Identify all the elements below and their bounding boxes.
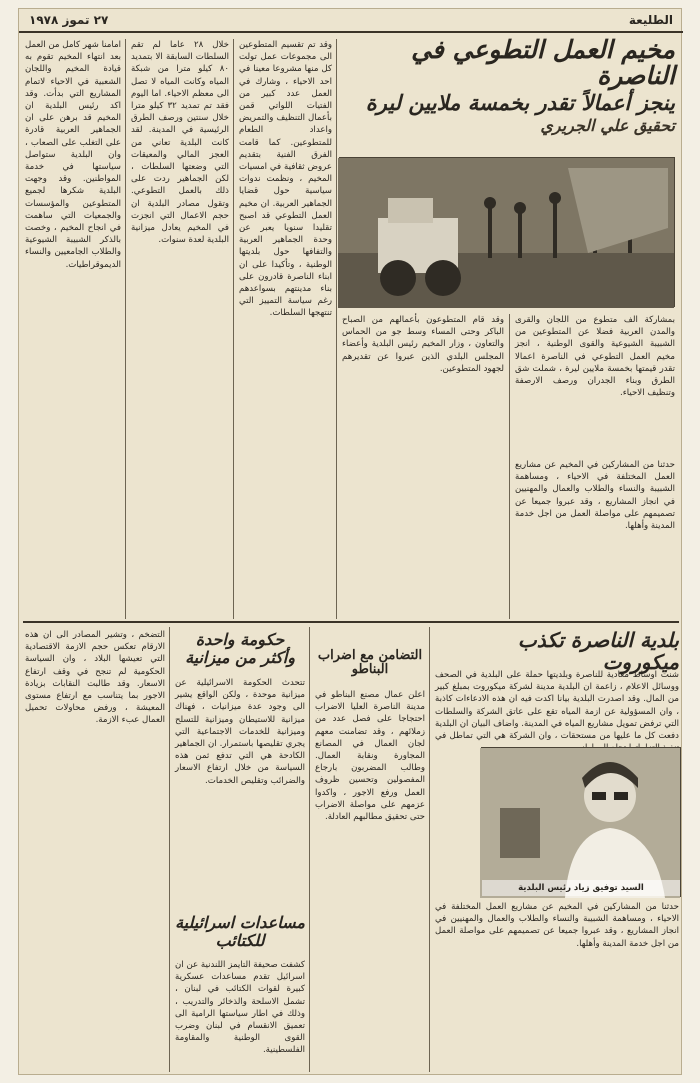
aid-headline (175, 914, 305, 949)
paragraph: كشفت صحيفة التايمز اللندنية عن ان اسرائيل تقدم مساعدات عسكرية كبيرة لقوات الكتائب في لبنان ، تشمل الاسلحة والذخائر والتدريب ، وذلك في اطار سياستها الرامية الى تعميق الانقسام في لبنان وضرب القوى الوطنية والمقاومة الفلسطينية. (175, 960, 305, 1056)
photo-icon (480, 748, 680, 898)
solidarity-article-body (315, 689, 425, 1071)
byline: تحقيق علي الجريري (540, 115, 675, 135)
column-rule (429, 627, 430, 1072)
main-article-col-2 (131, 39, 229, 617)
paragraph: امامنا شهر كامل من العمل بعد انتهاء المخيم تقوم به قيادة المخيم واللجان الشعبية في الاحياء لاتمام المشاريع التي بدأت. وقد اكد رئيس البلدية ان المخيم قد برهن على ان الجماهير العربية قادرة على التغلب على الصعاب ، وان البلدية ستواصل سياستها في خدمة المواطنين. وقد وجهت البلدية شكرها لجميع المتطوعين والمؤسسات والجمعيات التي ساهمت في انجاح المخيم ، وخصت بالذكر الشبيبة الشيوعية والطلاب الجامعيين والنساء الديموقراطيات. (25, 40, 121, 270)
solidarity-headline: التضامن مع اضراب البناطو (317, 648, 423, 678)
column-rule (125, 39, 126, 619)
government-headline-line2: وأكثر من ميزانية (185, 647, 295, 667)
main-article-col-3 (239, 39, 332, 617)
main-article-col-1 (25, 39, 121, 617)
government-headline-line1: حكومة واحدة (195, 630, 285, 649)
paragraph: وقد قام المتطوعون بأعمالهم من الصباح الباكر وحتى المساء وسط جو من الحماس والتعاون ، وزار المخيم رئيس البلدية وأعضاء المجلس البلدي الذين عبروا عن تقديرهم لجهود المتطوعين. (342, 315, 504, 374)
issue-date: ٢٧ تموز ١٩٧٨ (29, 13, 109, 27)
municipality-article-intro (435, 669, 679, 741)
paragraph: وقد تم تقسيم المتطوعين الى مجموعات عمل تولت كل منها مشروعا معينا في احد الاحياء ، وشارك في العمل عدد كبير من الفتيات اللواتي قمن بأعمال التنظيف والتمريض واعداد الطعام للمتطوعين. كما قامت الفرق الفنية بتقديم عروض ثقافية في امسيات المخيم ، ونظمت ندوات سياسية حول قضايا الجماهير العربية. ان مخيم العمل التطوعي قد اصبح تقليدا سنويا يعبر عن وحدة الجماهير العربية والتفافها حول بلديتها الوطنية ، وتأكيدا على ان ابناء الناصرة قادرون على بناء مدينتهم بسواعدهم رغم سياسة التمييز التي تنتهجها السلطات. (239, 40, 332, 319)
main-article-col-5 (515, 314, 675, 454)
main-subheadline: ينجز أعمالاً تقدر بخمسة ملايين ليرة (365, 89, 675, 115)
aid-article-body (175, 959, 305, 1071)
mayor-photo (481, 747, 681, 897)
column-rule (233, 39, 234, 619)
photo-icon (338, 158, 674, 308)
paragraph: بمشاركة الف متطوع من اللجان والقرى والمدن العربية فضلا عن المتطوعين من الشبيبة الشيوعية والقوى الوطنية ، انجز مخيم العمل التطوعي في الناصرة اعمالا تقدر قيمتها بخمسة ملايين ليرة ، شملت شق الطرق وبناء الجدران ورصف الارصفة وتنظيف الاحياء. (515, 315, 675, 399)
photo-caption: السيد توفيق زياد رئيس البلدية (482, 880, 680, 896)
column-rule (169, 627, 170, 1072)
government-article-body (175, 677, 305, 902)
paragraph: اعلن عمال مصنع البناطو في مدينة الناصرة العليا الاضراب احتجاجا على فصل عدد من زملائهم ، وقد تضامنت معهم لجان العمال في المصانع المجاورة ونقابة العمال. وطالب المضربون بارجاع المفصولين وتحسين ظروف العمل ورفع الاجور ، واكدوا عزمهم على مواصلة الاضراب حتى تحقيق مطالبهم العادلة. (315, 690, 425, 823)
paragraph: حدثنا من المشاركين في المخيم عن مشاريع العمل المختلفة في الاحياء ، ومساهمة الشبيبة والنساء والطلاب والعمال والمهنيين في انجاز المشاريع ، وقد عبروا جميعا عن تصميمهم على مواصلة العمل من اجل خدمة المدينة وأهلها. (435, 902, 679, 949)
section-name: الطليعة (628, 13, 673, 27)
column-rule (309, 627, 310, 1072)
paragraph: التضخم ، وتشير المصادر الى ان هذه الارقام تعكس حجم الازمة الاقتصادية التي تعيشها البلاد ، وان السياسة الحكومية لم تنجح في وقف ارتفاع الاسعار. وقد طالبت النقابات بزيادة الاجور بما يتناسب مع ارتفاع مستوى المعيشة ، ورفض محاولات تحميل العمال عبء الازمة. (25, 630, 165, 726)
main-article-col-4 (342, 314, 504, 617)
column-rule (509, 314, 510, 619)
paragraph: حدثنا من المشاركين في المخيم عن مشاريع العمل المختلفة في الاحياء ، ومساهمة الشبيبة والنساء والطلاب والعمال والمهنيين في انجاز المشاريع ، وقد عبروا جميعا عن تصميمهم على مواصلة العمل من اجل خدمة المدينة وأهلها. (515, 460, 675, 532)
page-header (19, 9, 683, 33)
economy-article-body (25, 629, 165, 1071)
municipality-article-body (435, 901, 679, 1071)
volunteer-workers-photo (339, 157, 675, 307)
paragraph: خلال ٢٨ عاما لم تقم السلطات السابقة الا بتمديد ٨٠ كيلو مترا من شبكة المياه وكانت المياه لا تصل الى معظم الاحياء. اما اليوم فقد تم تمديد ٣٢ كيلو مترا خلال سنتين ورصف الطرق الرئيسية في المدينة. لقد كانت البلدية تعاني من العجز المالي والمعيقات التي وضعتها السلطات ، لكن الجماهير ردت على ذلك بالعمل التطوعي. وتقول مصادر البلدية ان حجم الاعمال التي انجزت في المخيم يعادل ميزانية البلدية لعدة سنوات. (131, 40, 229, 246)
column-rule (336, 39, 337, 619)
paragraph: تتحدث الحكومة الاسرائيلية عن ميزانية موحدة ، ولكن الواقع يشير الى وجود عدة ميزانيات ، فهناك ميزانية للاستيطان وميزانية للتسلح وميزانية للخدمات الاجتماعية التي يجري تقليصها باستمرار. ان الجماهير الكادحة هي التي تدفع ثمن هذه السياسة من خلال ارتفاع الاسعار والضرائب وتقليص الخدمات. (175, 678, 305, 786)
aid-headline-line2: للكتائب (215, 930, 265, 950)
main-headline: مخيم العمل التطوعي في الناصرة (411, 35, 675, 91)
newspaper-page (18, 8, 682, 1075)
main-headline-block (339, 37, 675, 134)
section-divider (23, 621, 679, 623)
municipality-headline: بلدية الناصرة تكذب ميكوروت (517, 628, 679, 674)
government-headline (175, 631, 305, 666)
aid-headline-line1: مساعدات اسرائيلية (175, 913, 305, 932)
paragraph: شنت اوساط معادية للناصرة وبلديتها حملة على البلدية في الصحف ووسائل الاعلام ، زاعمة ان البلدية مدينة لشركة ميكوروت بمبلغ كبير من المال. وقد اصدرت البلدية بيانا اكدت فيه ان هذه الادعاءات كاذبة ، وان المسؤولية عن ازمة المياه تقع على عاتق الشركة والسلطات التي ترفض تمويل مشاريع المياه في المدينة. واضاف البيان ان البلدية دفعت كل ما عليها من مستحقات ، وان الشركة هي التي تماطل في (435, 670, 679, 742)
main-article-col-6 (515, 459, 675, 617)
